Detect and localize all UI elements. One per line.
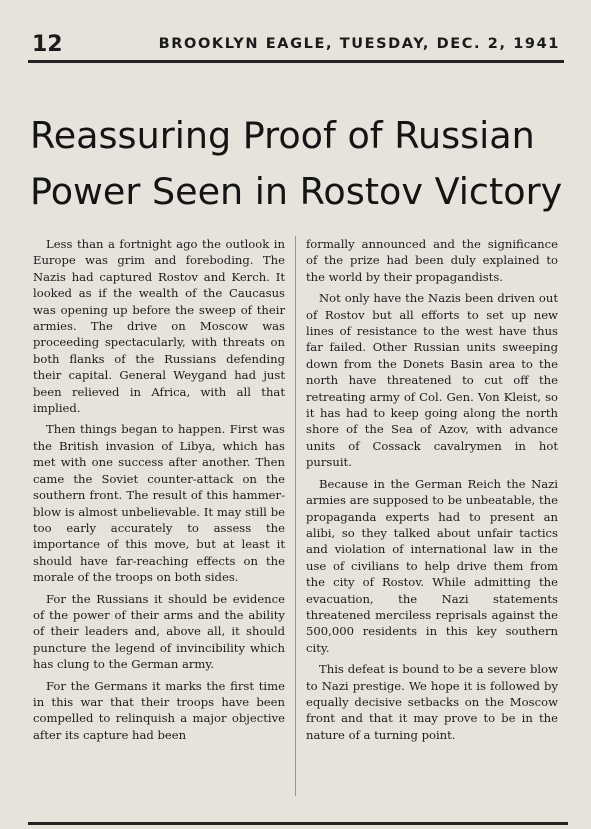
column-divider (295, 236, 296, 796)
paragraph-continuation: formally announced and the significance of the prize had been duly explained to the world by their propagandists. (306, 237, 558, 284)
paragraph: Less than a fortnight ago the outlook in Europe was grim and foreboding. The Nazis had captured Rostov and Kerch. It looked as if the wealth of the Caucasus was opening up before the sweep of their armies. The drive on Moscow was proceeding spectacularly, with threats on both flanks of the Russians defending their capital. General Weygand had just been relieved in Africa, with all that implied. (33, 237, 285, 416)
paragraph: This defeat is bound to be a severe blow to Nazi prestige. We hope it is followed by equally decisive setbacks on the Moscow front and that it may prove to be in the nature of a turning point. (306, 662, 558, 742)
masthead-dateline: BROOKLYN EAGLE, TUESDAY, DEC. 2, 1941 (158, 36, 560, 52)
paragraph: Then things began to happen. First was the British invasion of Libya, which has met with one success after another. Then came the Soviet counter-attack on the southern front. The result of this hammer-blow is almost unbelievable. It may still be too early accurately to assess the importance of this move, but at least it should have far-reaching effects on the morale of the troops on both sides. (33, 422, 285, 585)
paragraph: Not only have the Nazis been driven out of Rostov but all efforts to set up new lines of resistance to the west have thus far failed. Other Russian units sweeping down from the Donets Basin area to the north have threatened to cut off the retreating army of Col. Gen. Von Kleist, so it has had to keep going along the north shore of the Sea of Azov, with advance units of Cossack cavalrymen in hot pursuit. (306, 291, 558, 470)
paragraph: For the Germans it marks the first time in this war that their troops have been compelled to relinquish a major objective after its capture had been (33, 678, 285, 742)
bottom-rule (28, 822, 568, 825)
page-number: 12 (32, 32, 63, 57)
article-headline (30, 108, 570, 220)
article-column-left (33, 236, 285, 748)
paragraph: For the Russians it should be evidence of the power of their arms and the ability of their leaders and, above all, it should puncture the legend of invincibility which has clung to the German army. (33, 591, 285, 672)
paragraph: Because in the German Reich the Nazi armies are supposed to be unbeatable, the propaganda experts had to present an alibi, so they talked about unfair tactics and violation of international law in the use of civilians to help drive them from the city of Rostov. While admitting the evacuation, the Nazi statements threatened merciless reprisals against the 500,000 residents in this key southern city. (306, 476, 558, 655)
headline-line-2: Power Seen in Rostov Victory (30, 170, 563, 213)
page-header (28, 30, 564, 63)
headline-line-1: Reassuring Proof of Russian (30, 114, 535, 157)
article-column-right (306, 236, 558, 748)
